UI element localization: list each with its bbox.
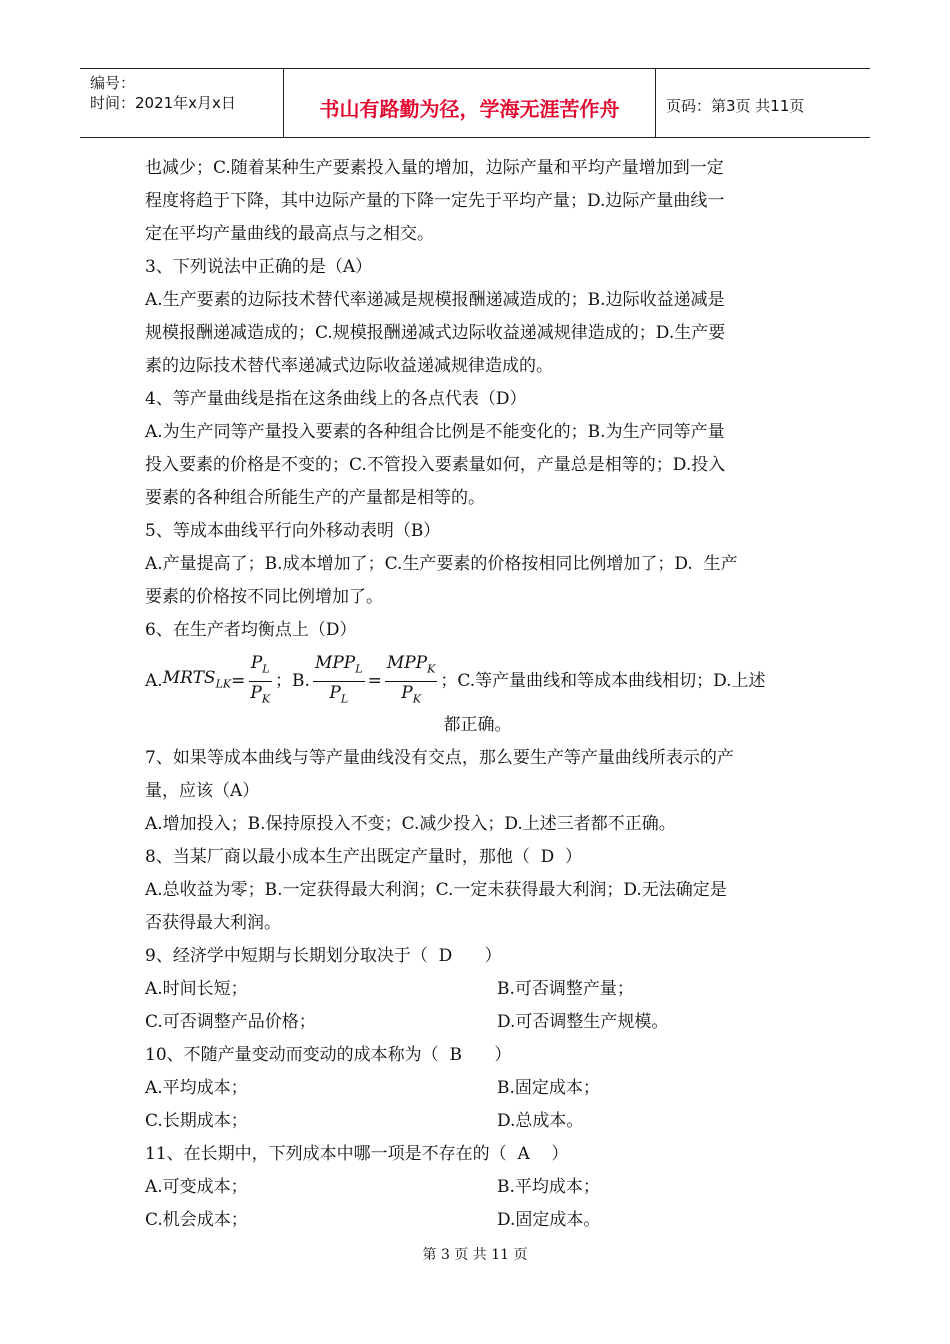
option-a-prefix: A.	[145, 670, 163, 691]
question-11: 11、在长期中，下列成本中哪一项是不存在的（ A ）	[145, 1144, 569, 1164]
continued-line-2: 程度将趋于下降，其中边际产量的下降一定先于平均产量；D.边际产量曲线一	[145, 191, 725, 211]
header-motto: 书山有路勤为径，学海无涯苦作舟	[283, 69, 656, 137]
document-body	[145, 152, 810, 1237]
mpp-l-fraction: $\frac{MPP_L}{P_L}$	[314, 653, 363, 705]
doc-number-label: 编号：	[90, 74, 136, 92]
question-6: 6、在生产者均衡点上（D）	[145, 620, 357, 640]
option-a: A.时间长短；	[145, 979, 248, 999]
option-b: B.可否调整产量；	[497, 979, 634, 999]
question-5: 5、等成本曲线平行向外移动表明（B）	[145, 521, 441, 541]
question-4-options-line-3: 要素的各种组合所能生产的产量都是相等的。	[145, 488, 485, 508]
question-8-options-line-2: 否获得最大利润。	[145, 913, 281, 933]
option-b-prefix: ；B.	[275, 670, 310, 691]
option-d: D.可否调整生产规模。	[497, 1012, 669, 1032]
question-6-options-tail: ；C.等产量曲线和等成本曲线相切；D.上述	[440, 670, 766, 691]
question-9-options-row-1	[145, 973, 810, 1006]
question-8-options-line-1: A.总收益为零；B.一定获得最大利润；C.一定未获得最大利润；D.无法确定是	[145, 880, 727, 900]
question-11-options-row-1	[145, 1171, 810, 1204]
question-5-options-line-2: 要素的价格按不同比例增加了。	[145, 587, 383, 607]
option-b: B.固定成本；	[497, 1078, 600, 1098]
question-9: 9、经济学中短期与长期划分取决于（ D ）	[145, 946, 502, 966]
header-left-cell	[80, 69, 283, 137]
option-c: C.可否调整产品价格；	[145, 1012, 316, 1032]
equals-sign-2: =	[367, 670, 382, 691]
continued-line-1: 也减少；C.随着某种生产要素投入量的增加，边际产量和平均产量增加到一定	[145, 158, 724, 178]
page-header	[80, 68, 870, 138]
question-3-options-line-1: A.生产要素的边际技术替代率递减是规模报酬递减造成的；B.边际收益递减是	[145, 290, 725, 310]
question-10: 10、不随产量变动而变动的成本称为（ B ）	[145, 1045, 512, 1065]
question-7-line-1: 7、如果等成本曲线与等产量曲线没有交点，那么要生产等产量曲线所表示的产	[145, 748, 734, 768]
option-d: D.总成本。	[497, 1111, 584, 1131]
continued-line-3: 定在平均产量曲线的最高点与之相交。	[145, 224, 434, 244]
option-d: D.固定成本。	[497, 1210, 601, 1230]
option-c: C.机会成本；	[145, 1210, 248, 1230]
option-c: C.长期成本；	[145, 1111, 248, 1131]
question-3: 3、下列说法中正确的是（A）	[145, 257, 373, 277]
question-3-options-line-2: 规模报酬递减造成的；C.规模报酬递减式边际收益递减规律造成的；D.生产要	[145, 323, 726, 343]
question-5-options-line-1: A.产量提高了；B.成本增加了；C.生产要素的价格按相同比例增加了；D. 生产	[145, 554, 738, 574]
question-10-options-row-1	[145, 1072, 810, 1105]
header-page-label: 页码：第3页 共11页	[666, 97, 805, 115]
question-7-options: A.增加投入；B.保持原投入不变；C.减少投入；D.上述三者都不正确。	[145, 814, 676, 834]
question-7-line-2: 量，应该（A）	[145, 781, 260, 801]
question-4-options-line-1: A.为生产同等产量投入要素的各种组合比例是不能变化的；B.为生产同等产量	[145, 422, 725, 442]
equals-sign-1: =	[231, 670, 246, 691]
question-11-options-row-2	[145, 1204, 810, 1237]
question-4-options-line-2: 投入要素的价格是不变的；C.不管投入要素量如何，产量总是相等的；D.投入	[145, 455, 726, 475]
question-3-options-line-3: 素的边际技术替代率递减式边际收益递减规律造成的。	[145, 356, 553, 376]
question-6-formula-line	[145, 653, 810, 709]
question-4: 4、等产量曲线是指在这条曲线上的各点代表（D）	[145, 389, 527, 409]
question-9-options-row-2	[145, 1006, 810, 1039]
question-6-options-end: 都正确。	[443, 715, 512, 735]
page-footer: 第 3 页 共 11 页	[422, 1247, 528, 1263]
option-a: A.平均成本；	[145, 1078, 248, 1098]
question-8: 8、当某厂商以最小成本生产出既定产量时，那他（ D ）	[145, 847, 583, 867]
question-10-options-row-2	[145, 1105, 810, 1138]
date-label: 时间：2021年x月x日	[90, 94, 236, 112]
mrts-symbol: $MRTS_{LK}$	[162, 667, 232, 691]
option-b: B.平均成本；	[497, 1177, 600, 1197]
option-a: A.可变成本；	[145, 1177, 248, 1197]
mpp-k-fraction: $\frac{MPP_K}{P_K}$	[386, 653, 436, 705]
price-ratio-fraction: $\frac{P_L}{P_K}$	[250, 653, 271, 705]
